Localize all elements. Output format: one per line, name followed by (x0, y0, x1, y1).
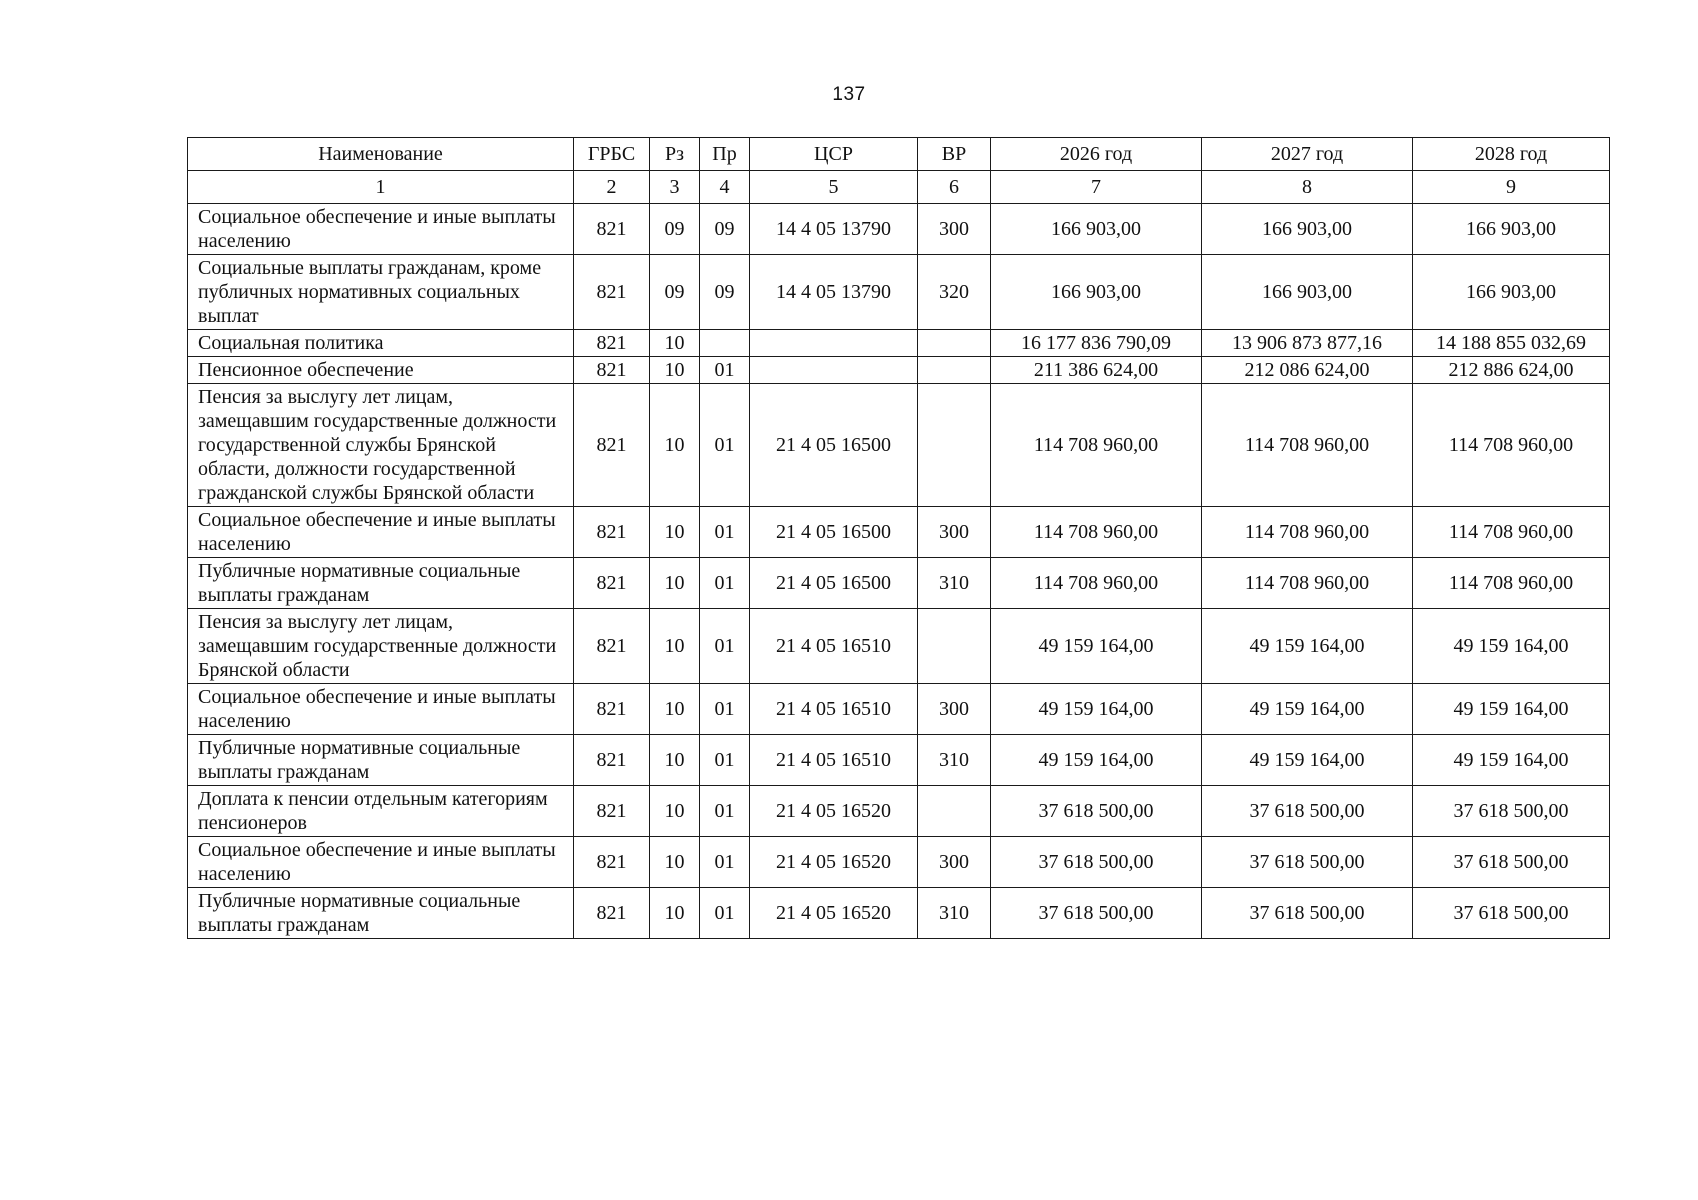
cell-rz: 10 (650, 837, 700, 888)
cell-csr (750, 357, 918, 384)
cell-grbs: 821 (574, 330, 650, 357)
cell-name: Социальное обеспечение и иные выплаты населению (188, 684, 574, 735)
cell-csr: 21 4 05 16510 (750, 684, 918, 735)
table-row (188, 507, 1610, 558)
cell-vr: 310 (918, 558, 991, 609)
cell-grbs: 821 (574, 786, 650, 837)
cell-pr: 01 (700, 735, 750, 786)
cell-vr: 310 (918, 735, 991, 786)
cell-name: Пенсия за выслугу лет лицам, замещавшим государственные должности государственной службы Брянской области, должности государственной гражданской службы Брянской области (188, 384, 574, 507)
table-row (188, 735, 1610, 786)
column-number: 6 (918, 171, 991, 204)
header-csr: ЦСР (750, 138, 918, 171)
cell-2027: 114 708 960,00 (1202, 384, 1413, 507)
cell-grbs: 821 (574, 204, 650, 255)
cell-csr: 14 4 05 13790 (750, 255, 918, 330)
cell-name: Социальное обеспечение и иные выплаты населению (188, 837, 574, 888)
column-number: 8 (1202, 171, 1413, 204)
cell-rz: 10 (650, 507, 700, 558)
cell-csr: 21 4 05 16520 (750, 786, 918, 837)
cell-csr: 21 4 05 16510 (750, 609, 918, 684)
cell-vr: 310 (918, 888, 991, 939)
cell-vr (918, 786, 991, 837)
cell-2026: 49 159 164,00 (991, 684, 1202, 735)
cell-2027: 37 618 500,00 (1202, 837, 1413, 888)
cell-csr: 21 4 05 16520 (750, 837, 918, 888)
column-number: 1 (188, 171, 574, 204)
cell-2027: 49 159 164,00 (1202, 684, 1413, 735)
cell-csr (750, 330, 918, 357)
cell-pr: 01 (700, 837, 750, 888)
cell-pr (700, 330, 750, 357)
column-number: 5 (750, 171, 918, 204)
cell-pr: 01 (700, 384, 750, 507)
cell-name: Пенсионное обеспечение (188, 357, 574, 384)
cell-2027: 212 086 624,00 (1202, 357, 1413, 384)
cell-2026: 37 618 500,00 (991, 837, 1202, 888)
cell-name: Публичные нормативные социальные выплаты гражданам (188, 735, 574, 786)
cell-rz: 10 (650, 384, 700, 507)
cell-pr: 01 (700, 609, 750, 684)
cell-grbs: 821 (574, 384, 650, 507)
cell-grbs: 821 (574, 888, 650, 939)
cell-rz: 10 (650, 684, 700, 735)
cell-2027: 49 159 164,00 (1202, 609, 1413, 684)
header-2027: 2027 год (1202, 138, 1413, 171)
cell-vr (918, 330, 991, 357)
cell-2027: 166 903,00 (1202, 204, 1413, 255)
cell-2026: 16 177 836 790,09 (991, 330, 1202, 357)
cell-2028: 49 159 164,00 (1413, 684, 1610, 735)
table-row (188, 330, 1610, 357)
cell-name: Публичные нормативные социальные выплаты гражданам (188, 888, 574, 939)
cell-2028: 49 159 164,00 (1413, 609, 1610, 684)
cell-2028: 114 708 960,00 (1413, 384, 1610, 507)
cell-rz: 10 (650, 735, 700, 786)
table-body (188, 171, 1610, 939)
table-row (188, 384, 1610, 507)
cell-2028: 212 886 624,00 (1413, 357, 1610, 384)
cell-rz: 10 (650, 558, 700, 609)
cell-vr: 300 (918, 204, 991, 255)
cell-pr: 01 (700, 507, 750, 558)
cell-2028: 166 903,00 (1413, 255, 1610, 330)
cell-2028: 166 903,00 (1413, 204, 1610, 255)
cell-2028: 37 618 500,00 (1413, 786, 1610, 837)
column-number: 2 (574, 171, 650, 204)
header-pr: Пр (700, 138, 750, 171)
cell-pr: 09 (700, 255, 750, 330)
cell-name: Социальное обеспечение и иные выплаты населению (188, 204, 574, 255)
cell-vr (918, 357, 991, 384)
cell-2026: 37 618 500,00 (991, 786, 1202, 837)
table-row (188, 786, 1610, 837)
header-rz: Рз (650, 138, 700, 171)
cell-2028: 37 618 500,00 (1413, 888, 1610, 939)
table-row (188, 837, 1610, 888)
header-2026: 2026 год (991, 138, 1202, 171)
cell-csr: 21 4 05 16520 (750, 888, 918, 939)
header-2028: 2028 год (1413, 138, 1610, 171)
cell-2026: 166 903,00 (991, 255, 1202, 330)
cell-grbs: 821 (574, 255, 650, 330)
cell-csr: 21 4 05 16500 (750, 384, 918, 507)
cell-grbs: 821 (574, 609, 650, 684)
cell-csr: 21 4 05 16500 (750, 507, 918, 558)
cell-2026: 166 903,00 (991, 204, 1202, 255)
cell-pr: 01 (700, 357, 750, 384)
cell-grbs: 821 (574, 735, 650, 786)
cell-grbs: 821 (574, 837, 650, 888)
cell-name: Доплата к пенсии отдельным категориям пенсионеров (188, 786, 574, 837)
cell-grbs: 821 (574, 558, 650, 609)
column-number-row (188, 171, 1610, 204)
column-number: 7 (991, 171, 1202, 204)
cell-2027: 114 708 960,00 (1202, 558, 1413, 609)
cell-2028: 14 188 855 032,69 (1413, 330, 1610, 357)
cell-rz: 09 (650, 255, 700, 330)
cell-csr: 21 4 05 16500 (750, 558, 918, 609)
cell-grbs: 821 (574, 357, 650, 384)
cell-csr: 21 4 05 16510 (750, 735, 918, 786)
cell-csr: 14 4 05 13790 (750, 204, 918, 255)
cell-2028: 114 708 960,00 (1413, 507, 1610, 558)
cell-vr: 300 (918, 684, 991, 735)
cell-name: Публичные нормативные социальные выплаты гражданам (188, 558, 574, 609)
cell-2027: 166 903,00 (1202, 255, 1413, 330)
cell-name: Социальное обеспечение и иные выплаты населению (188, 507, 574, 558)
cell-rz: 10 (650, 357, 700, 384)
cell-2026: 114 708 960,00 (991, 558, 1202, 609)
header-vr: ВР (918, 138, 991, 171)
column-number: 9 (1413, 171, 1610, 204)
cell-grbs: 821 (574, 684, 650, 735)
header-grbs: ГРБС (574, 138, 650, 171)
cell-2026: 49 159 164,00 (991, 609, 1202, 684)
table-row (188, 204, 1610, 255)
cell-2028: 37 618 500,00 (1413, 837, 1610, 888)
cell-vr: 320 (918, 255, 991, 330)
cell-2026: 114 708 960,00 (991, 507, 1202, 558)
cell-rz: 10 (650, 888, 700, 939)
cell-vr: 300 (918, 837, 991, 888)
cell-vr: 300 (918, 507, 991, 558)
header-name: Наименование (188, 138, 574, 171)
cell-pr: 01 (700, 684, 750, 735)
column-number: 3 (650, 171, 700, 204)
budget-table (187, 137, 1610, 939)
table-row (188, 609, 1610, 684)
cell-name: Пенсия за выслугу лет лицам, замещавшим государственные должности Брянской области (188, 609, 574, 684)
cell-2027: 13 906 873 877,16 (1202, 330, 1413, 357)
cell-2026: 114 708 960,00 (991, 384, 1202, 507)
cell-name: Социальные выплаты гражданам, кроме публичных нормативных социальных выплат (188, 255, 574, 330)
cell-rz: 09 (650, 204, 700, 255)
cell-pr: 01 (700, 888, 750, 939)
cell-pr: 09 (700, 204, 750, 255)
cell-pr: 01 (700, 558, 750, 609)
cell-vr (918, 384, 991, 507)
column-number: 4 (700, 171, 750, 204)
table-row (188, 888, 1610, 939)
table-row (188, 684, 1610, 735)
cell-rz: 10 (650, 609, 700, 684)
cell-2028: 114 708 960,00 (1413, 558, 1610, 609)
cell-pr: 01 (700, 786, 750, 837)
cell-2027: 114 708 960,00 (1202, 507, 1413, 558)
cell-2027: 49 159 164,00 (1202, 735, 1413, 786)
cell-2028: 49 159 164,00 (1413, 735, 1610, 786)
table-row (188, 255, 1610, 330)
cell-2026: 37 618 500,00 (991, 888, 1202, 939)
cell-rz: 10 (650, 786, 700, 837)
cell-name: Социальная политика (188, 330, 574, 357)
page-number: 137 (832, 84, 866, 105)
table-row (188, 558, 1610, 609)
cell-grbs: 821 (574, 507, 650, 558)
cell-2026: 49 159 164,00 (991, 735, 1202, 786)
cell-2027: 37 618 500,00 (1202, 786, 1413, 837)
cell-vr (918, 609, 991, 684)
cell-2027: 37 618 500,00 (1202, 888, 1413, 939)
cell-2026: 211 386 624,00 (991, 357, 1202, 384)
cell-rz: 10 (650, 330, 700, 357)
header-row (188, 138, 1610, 171)
table-row (188, 357, 1610, 384)
